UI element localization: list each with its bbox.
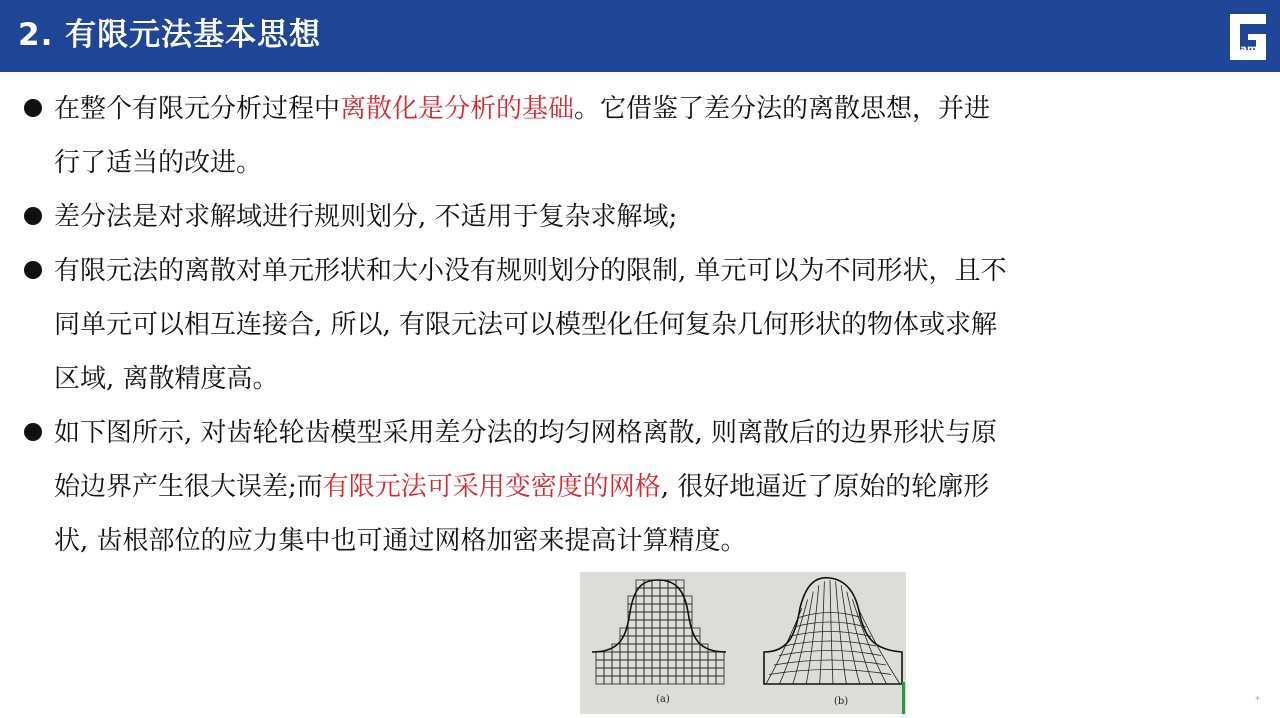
bullet-text: 在整个有限元分析过程中 — [54, 94, 341, 124]
bullet-line — [54, 82, 1260, 136]
bullet-dot — [24, 423, 42, 441]
bullet-dot — [24, 99, 42, 117]
highlighted-text: 离散化是分析的基础 — [340, 94, 575, 124]
bullet-text: , 很好地逼近了原始的轮廓形 — [660, 472, 990, 502]
bullet-item — [20, 82, 1260, 190]
bullet-line — [54, 514, 1260, 568]
bullet-line — [54, 136, 1260, 190]
bullet-item — [20, 190, 1260, 244]
slide-header — [0, 0, 1280, 72]
bullet-text: 行了适当的改进。 — [54, 148, 263, 178]
slide-marker: * — [1255, 695, 1260, 706]
bullet-item — [20, 244, 1260, 406]
mesh-comparison-image — [580, 572, 906, 714]
bullet-text: 状, 齿根部位的应力集中也可通过网格加密来提高计算精度。 — [54, 526, 747, 556]
highlighted-text: 有限元法可采用变密度的网格 — [322, 472, 661, 502]
bullet-dot — [24, 261, 42, 279]
bullet-text: 如下图所示, 对齿轮轮齿模型采用差分法的均匀网格离散, 则离散后的边界形状与原 — [54, 418, 998, 448]
bullet-item — [20, 406, 1260, 568]
bullet-line — [54, 406, 1260, 460]
bullet-line — [54, 298, 1260, 352]
bullet-text: 有限元法的离散对单元形状和大小没有规则划分的限制, 单元可以为不同形状，且不 — [54, 256, 1007, 286]
slide-title: 2. 有限元法基本思想 — [18, 17, 322, 53]
bullet-line — [54, 244, 1260, 298]
figure-label-b: (b) — [834, 696, 849, 707]
bullet-list — [20, 82, 1260, 568]
bullet-text: 同单元可以相互连接合, 所以, 有限元法可以模型化任何复杂几何形状的物体或求解 — [54, 310, 998, 340]
bullet-text: 区域, 离散精度高。 — [54, 364, 279, 394]
figure-label-a: (a) — [656, 694, 670, 705]
bullet-line — [54, 190, 1260, 244]
bullet-line — [54, 460, 1260, 514]
bullet-line — [54, 352, 1260, 406]
bullet-dot — [24, 207, 42, 225]
bullet-text: 。它借鉴了差分法的离散思想，并进 — [574, 94, 991, 124]
gear-tooth-mesh-figure — [580, 572, 906, 714]
logo-text: Game — [1232, 44, 1265, 55]
bullet-text: 差分法是对求解域进行规则划分, 不适用于复杂求解域; — [54, 202, 678, 232]
bullet-text: 始边界产生很大误差;而 — [54, 472, 323, 502]
